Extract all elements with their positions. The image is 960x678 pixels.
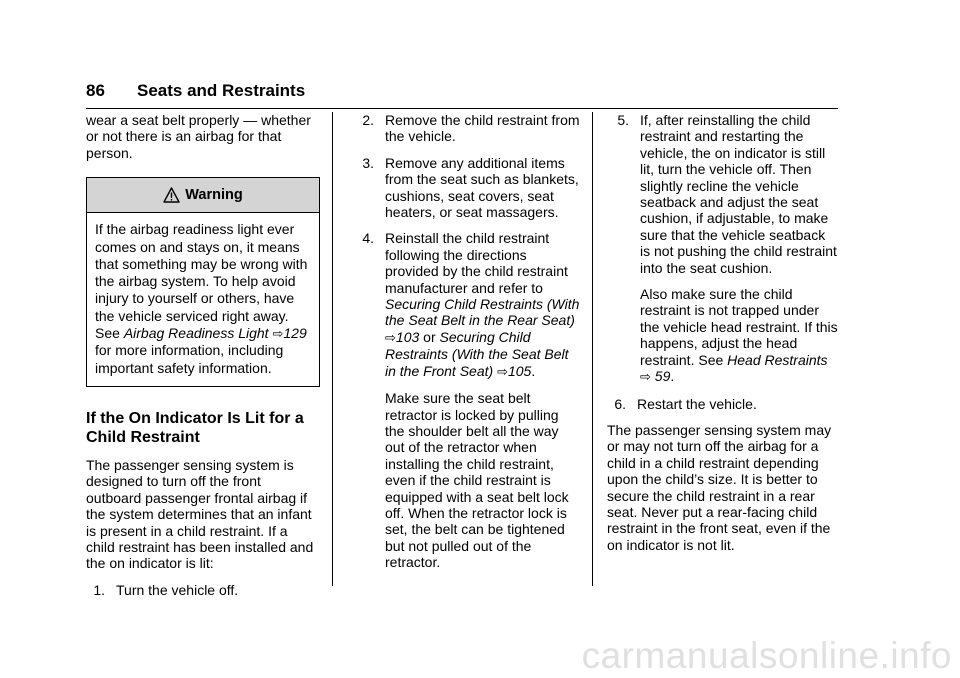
- list-item: 3. Remove any additional items from the seat such as blankets, cushions, seat covers, seat heaters, or seat massagers.: [362, 154, 579, 221]
- warning-icon: [163, 187, 180, 203]
- step-note: Also make sure the child restraint is not trapped under the vehicle head restraint. If this happens, adjust the head restraint. See Head Restraints ⇨ 59.: [640, 286, 838, 385]
- page-ref-icon: ⇨: [272, 326, 284, 341]
- warning-title: Warning: [185, 187, 243, 204]
- column-divider: [592, 112, 593, 586]
- warning-body: If the airbag readiness light ever comes on and stays on, it means that something may be wrong with the airbag system. To help avoid injury to yourself or others, have the vehicle serviced right away. See Airbag Readiness Light ⇨129 for more information, including important safety information.: [95, 221, 308, 376]
- page-ref-icon: ⇨: [497, 363, 508, 379]
- head-restraints-link[interactable]: Head Restraints: [727, 351, 828, 368]
- page-header: [86, 80, 838, 109]
- body-paragraph: The passenger sensing system is designed to turn off the front outboard passenger frontal airbag if the system determines that an infant is present in a child restraint. If a child restraint has been installed and the on indicator is lit:: [86, 456, 314, 572]
- step-list: [352, 112, 580, 571]
- column-2: [352, 112, 580, 581]
- column-1: [86, 112, 320, 608]
- section-title: Seats and Restraints: [137, 81, 306, 100]
- page-ref-icon: ⇨: [640, 369, 651, 385]
- watermark: carmanualsonline.info: [581, 635, 952, 676]
- list-item: 6. Restart the vehicle.: [614, 395, 757, 412]
- column-3: [607, 112, 839, 563]
- page-ref[interactable]: 129: [283, 325, 307, 341]
- intro-paragraph: wear a seat belt properly — whether or not there is an airbag for that person.: [86, 112, 311, 161]
- warning-box: [86, 177, 320, 387]
- page-number: 86: [86, 81, 105, 100]
- closing-paragraph: The passenger sensing system may or may not turn off the airbag for a child in a child restraint depending upon the child’s size. It is better to secure the child restraint in a rear seat. Never put a rear-facing child restraint in the front seat, even if the on indicator is not lit.: [607, 421, 832, 553]
- step-list: [607, 112, 839, 412]
- list-item: 5. If, after reinstalling the child restraint and restarting the vehicle, the on indicator is still lit, turn the vehicle off. Then slightly recline the vehicle seatback and adjust the seat cushion, if adjustable, to make sure that the vehicle seatback is not pushing the child restraint into the seat cushion. Also make sure the child restraint is not trapped under the vehicle head restraint. If this happens, adjust the head restraint. See Head Restraints ⇨ 59.: [617, 112, 838, 385]
- airbag-readiness-link[interactable]: Airbag Readiness Light: [123, 325, 269, 341]
- front-seat-link[interactable]: Securing Child Restraints (With the Seat Belt in the Front Seat): [385, 328, 569, 379]
- list-item: 4. Reinstall the child restraint following the directions provided by the child restraint manufacturer and refer to Securing Child Restraints (With the Seat Belt in the Rear Seat) ⇨103 or Securing Child Restraints (With the Seat Belt in the Front Seat) ⇨105. Make sure the seat belt retractor is locked by pulling the shoulder belt all the way out of the retractor when installing the child restraint, even if the child restraint is equipped with a seat belt lock off. When the retractor lock is set, the belt can be tightened but not pulled out of the retractor.: [362, 230, 580, 571]
- rear-seat-link[interactable]: Securing Child Restraints (With the Seat Belt in the Rear Seat): [385, 296, 580, 329]
- list-item: 1. Turn the vehicle off.: [93, 581, 239, 598]
- column-divider: [332, 112, 333, 586]
- page-ref[interactable]: 103: [395, 328, 420, 345]
- page-ref[interactable]: 105: [507, 362, 532, 379]
- page-ref[interactable]: 59: [654, 368, 671, 385]
- step-list: [86, 582, 320, 598]
- list-item: 2. Remove the child restraint from the vehicle.: [362, 112, 580, 145]
- step-note: Make sure the seat belt retractor is locked by pulling the shoulder belt all the way out of the retractor when installing the child restraint, even if the child restraint is equipped with a seat belt lock off. When the retractor lock is set, the belt can be tightened but not pulled out of the retractor.: [385, 390, 569, 571]
- warning-header: [87, 178, 319, 213]
- section-heading: If the On Indicator Is Lit for a Child Restraint: [86, 409, 304, 446]
- page-ref-icon: ⇨: [385, 329, 396, 345]
